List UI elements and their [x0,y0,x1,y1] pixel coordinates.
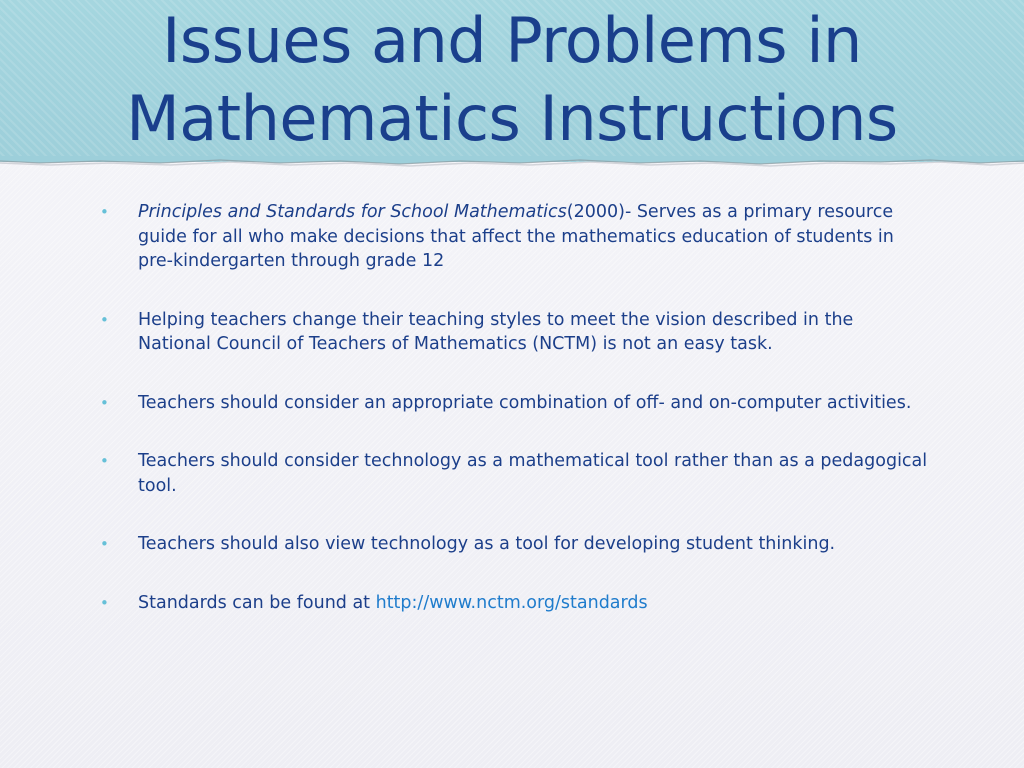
bullet-text: Helping teachers change their teaching styles to meet the vision described in the National Council of Teachers of Mathematics (NCTM) is not an easy task. [138,309,854,354]
bullet-text: Teachers should consider an appropriate combination of off- and on-computer activities. [138,392,912,413]
slide-title [0,2,1024,158]
bullet-text: (2000)- Serves as a primary resource guide for all who make decisions that affect the mathematics education of students in pre-kindergarten through grade 12 [138,202,894,271]
list-item [98,449,928,498]
bullet-marker: • [100,310,109,329]
list-item [98,532,928,557]
bullet-text: Teachers should consider technology as a mathematical tool rather than as a pedagogical tool. [138,451,928,496]
title-band [0,0,1024,162]
bullet-marker: • [100,393,109,412]
slide-title-line-2: Mathematics Instructions [126,82,898,155]
list-item [98,391,928,416]
bullet-list [98,200,928,649]
slide-title-line-1: Issues and Problems in [162,4,862,77]
publication-title: Principles and Standards for School Mathematics [138,202,567,222]
bullet-marker: • [100,203,109,221]
title-band-torn-edge [0,156,1024,170]
bullet-marker: • [100,593,109,612]
standards-link[interactable]: http://www.nctm.org/standards [375,592,648,613]
list-item [98,200,928,274]
bullet-marker: • [100,452,109,470]
list-item [98,308,928,357]
list-item [98,591,928,616]
bullet-marker: • [100,535,109,553]
bullet-text: Standards can be found at [138,592,376,613]
bullet-text: Teachers should also view technology as a tool for developing student thinking. [138,534,836,554]
